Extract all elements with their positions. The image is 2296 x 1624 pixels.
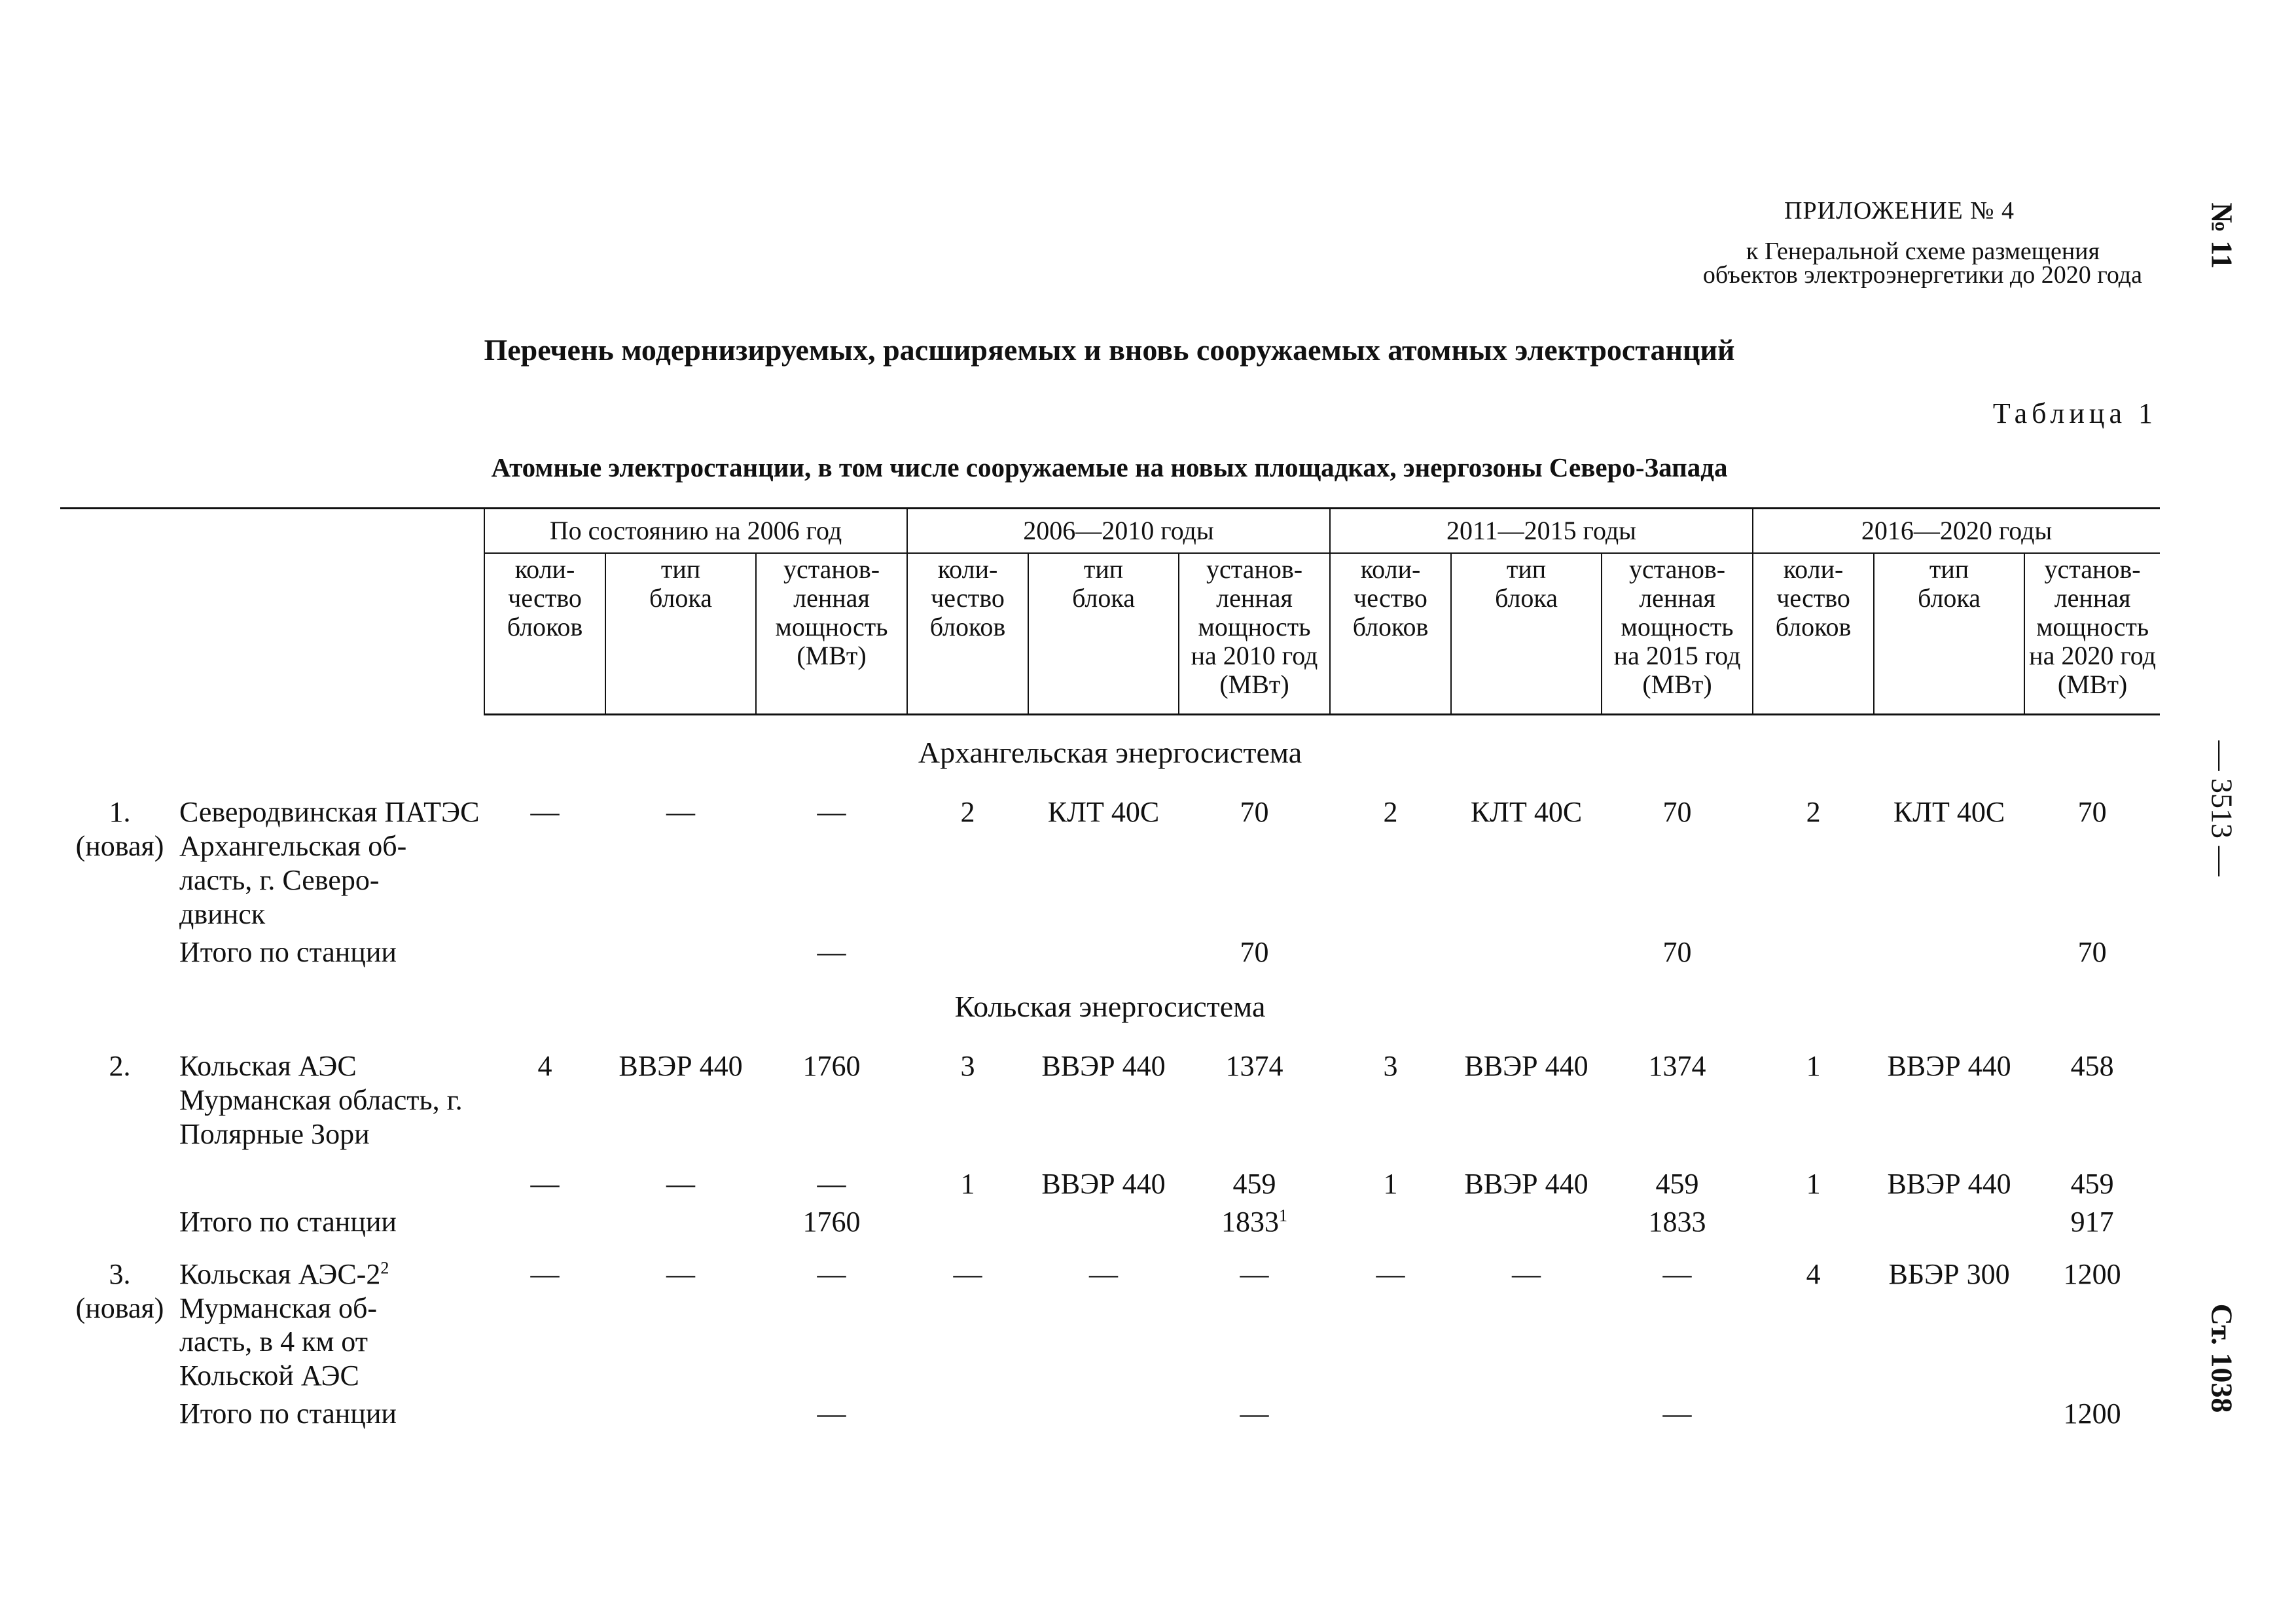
region-name: Архангельская энергосистема [918,736,1302,769]
stub-header [60,509,484,715]
empty-cell [1028,1201,1179,1239]
table-subtitle: Атомные электростанции, в том числе сооружаемые на новых площадках, энергозоны Северо-Запада [491,452,1728,482]
empty-cell [1874,931,2024,969]
value-cell: 1 [1383,1167,1398,1200]
empty-cell [605,1393,756,1431]
value-cell: КЛТ 40С [1047,796,1160,829]
value-cell: — [1376,1257,1405,1290]
table-row [60,1239,2160,1394]
value-cell: ВВЭР 440 [1041,1167,1166,1200]
table-row [60,777,2160,931]
footnote-mark: 1 [1279,1206,1288,1225]
capacity-header: установ- ленная мощность на 2010 год (МВт) [1179,553,1330,715]
value-cell: КЛТ 40С [1470,796,1583,829]
period-header: 2006—2010 годы [907,509,1330,554]
value-cell: — [953,1257,982,1290]
station-name-text: Северодвинская ПАТЭС Архангельская об- ласть, г. Северо- двинск [179,796,480,930]
value-cell: — [817,1257,846,1290]
station-number [60,1151,177,1201]
value-cell: ВБЭР 300 [1888,1257,2010,1290]
empty-cell [907,1201,1028,1239]
empty-cell [484,931,605,969]
table-label: Таблица 1 [1992,397,2157,429]
station-number [60,1201,177,1239]
type-header: тип блока [1028,553,1179,715]
value-cell: 1760 [802,1050,861,1083]
value-cell: — [530,1257,560,1290]
value-cell: 70 [1240,796,1269,829]
total-row [60,931,2160,969]
empty-cell [1330,1393,1451,1431]
station-name [177,1239,484,1394]
station-number [60,931,177,969]
empty-cell [484,1393,605,1431]
station-location-text: Мурманская об- ласть, в 4 км от Кольской АЭС [179,1291,378,1392]
empty-cell [1753,931,1874,969]
region-row [60,969,2160,1031]
total-label: Итого по станции [179,935,397,968]
footnote-mark: 2 [380,1257,389,1277]
annex-title: ПРИЛОЖЕНИЕ № 4 [1784,197,2015,225]
value-cell: — [666,1257,695,1290]
empty-cell [1874,1201,2024,1239]
total-row [60,1393,2160,1431]
total-label: Итого по станции [179,1205,397,1238]
station-name [177,1031,484,1151]
period-header: По состоянию на 2006 год [484,509,907,554]
value-cell: 1 [1806,1050,1821,1083]
value-cell: ВВЭР 440 [1887,1167,2011,1200]
value-cell: 2 [1806,796,1821,829]
station-number [60,1393,177,1431]
total-value: — [817,1398,846,1430]
empty-cell [907,1393,1028,1431]
type-header: тип блока [1451,553,1602,715]
value-cell: 3 [960,1050,975,1083]
value-cell: 459 [2070,1167,2114,1200]
count-header: коли- чество блоков [484,553,605,715]
station-number: 3. (новая) [75,1257,164,1324]
type-header: тип блока [605,553,756,715]
empty-cell [1028,931,1179,969]
period-header: 2011—2015 годы [1330,509,1753,554]
value-cell: — [666,1167,695,1200]
value-cell: 4 [1806,1257,1821,1290]
empty-cell [1753,1201,1874,1239]
value-cell: 458 [2070,1050,2114,1083]
value-cell: 70 [1662,796,1692,829]
period-header: 2016—2020 годы [1753,509,2160,554]
value-cell: ВВЭР 440 [1041,1050,1166,1083]
station-name-text: Кольская АЭС Мурманская область, г. Полярные Зори [179,1050,463,1150]
region-row [60,715,2160,778]
npp-table [60,507,2160,1431]
value-cell: 1 [1806,1167,1821,1200]
value-cell: ВВЭР 440 [1464,1167,1588,1200]
value-cell: КЛТ 40С [1893,796,2005,829]
value-cell: — [666,796,695,829]
value-cell: — [530,796,560,829]
total-value: 1200 [2063,1398,2121,1430]
value-cell: — [1240,1257,1269,1290]
side-page-number: — 3513 — [2205,740,2239,876]
document-title: Перечень модернизируемых, расширяемых и вновь сооружаемых атомных электростанций [484,333,1735,367]
empty-cell [1330,931,1451,969]
value-cell: — [817,796,846,829]
type-header: тип блока [1874,553,2024,715]
total-row [60,1201,2160,1239]
count-header: коли- чество блоков [1330,553,1451,715]
value-cell: ВВЭР 440 [619,1050,743,1083]
value-cell: 1374 [1648,1050,1706,1083]
capacity-header: установ- ленная мощность (МВт) [756,553,907,715]
total-value: — [1240,1398,1269,1430]
value-cell: 459 [1655,1167,1699,1200]
empty-cell [1451,1201,1602,1239]
empty-cell [1753,1393,1874,1431]
value-cell: — [1662,1257,1692,1290]
table-body [60,715,2160,1432]
table-row [60,1031,2160,1151]
value-cell: ВВЭР 440 [1887,1050,2011,1083]
capacity-header: установ- ленная мощность на 2015 год (МВт) [1602,553,1753,715]
value-cell: 3 [1383,1050,1398,1083]
side-article-number: Ст. 1038 [2205,1303,2239,1413]
station-number: 1. (новая) [75,796,164,863]
empty-cell [907,931,1028,969]
value-cell: 2 [960,796,975,829]
value-cell: 4 [537,1050,552,1083]
value-cell: — [530,1167,560,1200]
empty-cell [1028,1393,1179,1431]
total-value: 1833$^1$ [1221,1205,1288,1238]
value-cell: 1200 [2063,1257,2121,1290]
total-value: — [817,935,846,968]
value-cell: — [817,1167,846,1200]
total-value: 1760 [802,1205,861,1238]
total-value: — [1662,1398,1692,1430]
total-value: 70 [1240,935,1269,968]
value-cell: — [1089,1257,1119,1290]
value-cell: 1374 [1225,1050,1283,1083]
station-name-text: Кольская АЭС-2 [179,1257,381,1290]
total-value: 1833 [1648,1205,1706,1238]
value-cell: — [1512,1257,1541,1290]
total-value: 70 [1662,935,1692,968]
empty-cell [1451,931,1602,969]
empty-cell [1874,1393,2024,1431]
value-cell: 459 [1232,1167,1276,1200]
empty-cell [1451,1393,1602,1431]
count-header: коли- чество блоков [907,553,1028,715]
empty-cell [484,1201,605,1239]
empty-cell [1330,1201,1451,1239]
count-header: коли- чество блоков [1753,553,1874,715]
side-issue-number: № 11 [2205,202,2239,269]
value-cell: 70 [2077,796,2107,829]
station-number: 2. [109,1050,131,1083]
station-name [177,1151,484,1201]
total-value: 917 [2070,1205,2114,1238]
empty-cell [605,931,756,969]
region-name: Кольская энергосистема [954,989,1266,1023]
total-value: 70 [2077,935,2107,968]
value-cell: 2 [1383,796,1398,829]
annex-subtitle-line1: к Генеральной схеме размещения [1746,238,2100,265]
empty-cell [605,1201,756,1239]
annex-subtitle-line2: объектов электроэнергетики до 2020 года [1702,261,2142,289]
value-cell: ВВЭР 440 [1464,1050,1588,1083]
station-name [177,777,484,931]
table-row [60,1151,2160,1201]
capacity-header: установ- ленная мощность на 2020 год (МВт) [2024,553,2160,715]
value-cell: 1 [960,1167,975,1200]
total-label: Итого по станции [179,1398,397,1430]
